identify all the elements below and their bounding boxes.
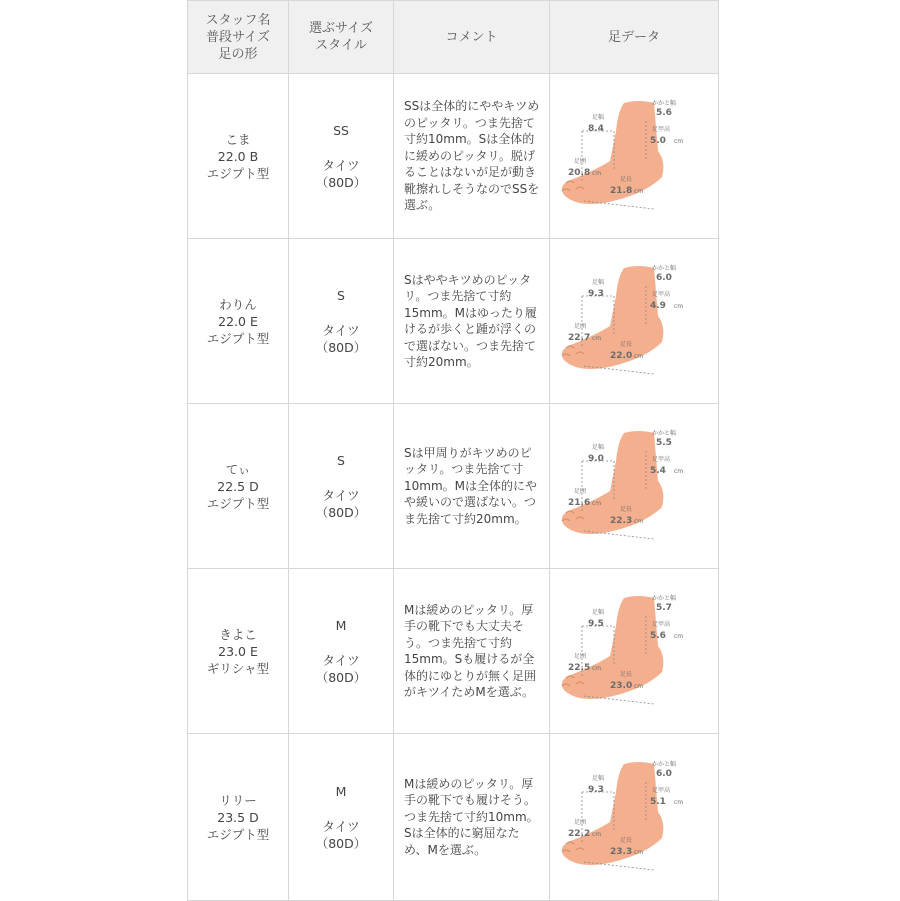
style-type: タイツ [322,322,360,338]
staff-cell [188,239,289,404]
girth-unit: cm [592,831,602,838]
foot-diagram [554,256,714,386]
girth-unit: cm [592,500,602,507]
girth-unit: cm [592,170,602,177]
foot-width-label: 足幅 [592,279,605,286]
foot-shape: エジプト型 [206,495,270,511]
style-type: タイツ [322,652,360,668]
instep-value: 5.6 [650,631,666,641]
heel-width-label: かかと幅 [652,761,677,768]
staff-cell [188,734,289,901]
foot-data-cell [550,239,719,404]
instep-unit: cm [674,468,684,475]
usual-size: 22.0 E [218,313,258,329]
header-staff-line: スタッフ名 [205,12,271,28]
header-staff-line: 足の形 [218,46,258,62]
foot-width-label: 足幅 [592,609,605,616]
girth-label: 足囲 [574,323,587,330]
header-comment: コメント [394,1,550,74]
staff-name: わりん [219,296,257,312]
size-comparison-table [187,0,719,901]
length-value: 22.0 [610,351,633,361]
comment-cell: Sは甲周りがキツめのピッタリ。つま先捨て寸10mm。Mは全体的にやや緩いので選ばない。つま先捨て寸約20mm。 [394,404,550,569]
staff-name: きよこ [219,626,257,642]
header-size-line: スタイル [315,38,367,53]
header-size [289,1,394,74]
foot-width-value: 9.3 [588,289,604,299]
size-cell [289,734,394,901]
foot-width-value: 9.5 [588,619,604,629]
chosen-size: S [337,287,345,303]
comment-cell: Mは緩めのピッタリ。厚手の靴下でも履けそう。つま先捨て寸約10mm。Sは全体的に窮屈なため、Mを選ぶ。 [394,734,550,901]
girth-label: 足囲 [574,158,587,165]
size-cell [289,239,394,404]
instep-label: 足甲高 [652,621,671,628]
length-value: 23.3 [610,847,633,857]
foot-shape: ギリシャ型 [206,660,270,676]
instep-unit: cm [674,303,684,310]
header-foot-data: 足データ [550,1,719,74]
foot-diagram [554,421,714,551]
foot-shape: エジプト型 [206,330,270,346]
foot-diagram [554,586,714,716]
foot-shape: エジプト型 [206,826,270,842]
heel-width-value: 5.6 [656,108,672,118]
staff-cell [188,74,289,239]
length-label: 足長 [620,837,633,844]
header-staff [188,1,289,74]
comment-cell: Sはややキツめのピッタリ。つま先捨て寸約15mm。Mはゆったり履けるが歩くと踵が浮くので選ばない。つま先捨て寸約20mm。 [394,239,550,404]
usual-size: 23.0 E [218,643,258,659]
length-label: 足長 [620,176,633,183]
table-row [188,734,719,901]
instep-label: 足甲高 [652,126,671,133]
girth-label: 足囲 [574,819,587,826]
instep-unit: cm [674,799,684,806]
girth-unit: cm [592,665,602,672]
instep-label: 足甲高 [652,456,671,463]
foot-width-value: 9.0 [588,454,604,464]
style-denier: （80D） [315,669,367,685]
instep-unit: cm [674,633,684,640]
foot-data-cell [550,569,719,734]
instep-unit: cm [674,138,684,145]
foot-data-cell [550,734,719,901]
heel-width-value: 5.5 [656,438,672,448]
foot-diagram [554,91,714,221]
heel-width-label: かかと幅 [652,100,677,107]
chosen-size: M [335,617,347,633]
size-cell [289,569,394,734]
staff-name: てぃ [225,461,251,477]
chosen-size: S [337,452,345,468]
girth-label: 足囲 [574,653,587,660]
staff-cell [188,569,289,734]
girth-value: 22.2 [568,829,591,839]
comment-cell: SSは全体的にややキツめのピッタリ。つま先捨て寸約10mm。Sは全体的に緩めのピッタリ。脱げることはないが足が動き靴擦れしそうなのでSSを選ぶ。 [394,74,550,239]
instep-value: 5.1 [650,797,666,807]
instep-value: 5.0 [650,136,666,146]
length-label: 足長 [620,341,633,348]
length-unit: cm [634,849,644,856]
foot-data-cell [550,404,719,569]
staff-name: こま [225,131,251,147]
style-denier: （80D） [315,339,367,355]
length-label: 足長 [620,671,633,678]
instep-label: 足甲高 [652,291,671,298]
size-cell [289,74,394,239]
length-label: 足長 [620,506,633,513]
heel-width-label: かかと幅 [652,595,677,602]
table-row [188,569,719,734]
instep-value: 5.4 [650,466,666,476]
heel-width-value: 6.0 [656,273,672,283]
table-row [188,404,719,569]
style-type: タイツ [322,818,360,834]
instep-value: 4.9 [650,301,666,311]
length-unit: cm [634,353,644,360]
heel-width-value: 5.7 [656,603,672,613]
foot-data-cell [550,74,719,239]
comment-cell: Mは緩めのピッタリ。厚手の靴下でも大丈夫そう。つま先捨て寸約15mm。Sも履けるが全体的にゆとりが無く足囲がキツイためMを選ぶ。 [394,569,550,734]
girth-label: 足囲 [574,488,587,495]
foot-diagram [554,752,714,882]
foot-width-value: 8.4 [588,124,604,134]
girth-unit: cm [592,335,602,342]
girth-value: 20.8 [568,168,591,178]
style-denier: （80D） [315,504,367,520]
foot-shape: エジプト型 [206,165,270,181]
heel-width-label: かかと幅 [652,265,677,272]
staff-cell [188,404,289,569]
girth-value: 21.6 [568,498,591,508]
length-unit: cm [634,188,644,195]
header-staff-line: 普段サイズ [206,29,270,45]
header-size-line: 選ぶサイズ [309,21,373,36]
table-row [188,74,719,239]
instep-label: 足甲高 [652,787,671,794]
style-type: タイツ [322,157,360,173]
size-cell [289,404,394,569]
length-value: 23.0 [610,681,633,691]
length-unit: cm [634,518,644,525]
chosen-size: SS [333,122,349,138]
style-type: タイツ [322,487,360,503]
foot-width-label: 足幅 [592,114,605,121]
foot-width-label: 足幅 [592,775,605,782]
length-value: 22.3 [610,516,633,526]
header-row [188,1,719,74]
heel-width-label: かかと幅 [652,430,677,437]
foot-width-value: 9.3 [588,785,604,795]
usual-size: 22.5 D [217,478,259,494]
usual-size: 22.0 B [217,148,259,164]
length-unit: cm [634,683,644,690]
girth-value: 22.7 [568,333,591,343]
staff-name: リリー [219,792,257,808]
heel-width-value: 6.0 [656,769,672,779]
usual-size: 23.5 D [217,809,259,825]
chosen-size: M [335,783,347,799]
length-value: 21.8 [610,186,633,196]
foot-width-label: 足幅 [592,444,605,451]
table-row [188,239,719,404]
style-denier: （80D） [315,835,367,851]
girth-value: 22.5 [568,663,591,673]
style-denier: （80D） [315,174,367,190]
